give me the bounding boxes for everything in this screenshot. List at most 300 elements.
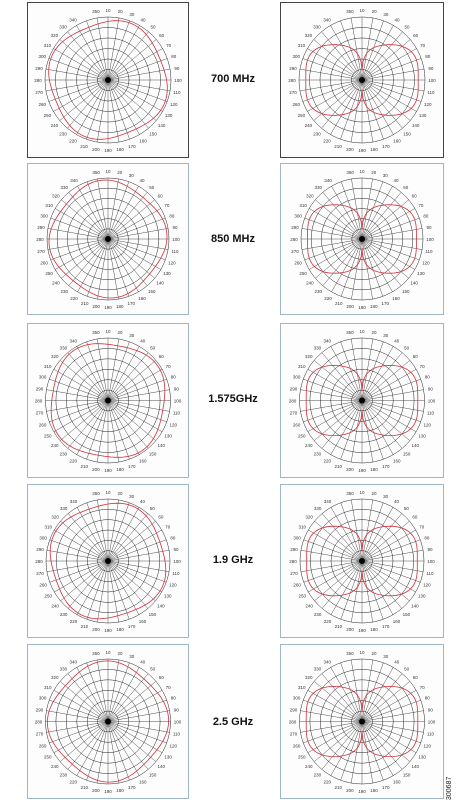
angle-label: 160 bbox=[392, 779, 401, 785]
angle-label: 20 bbox=[117, 170, 123, 176]
angle-label: 60 bbox=[157, 193, 163, 199]
angle-label: 220 bbox=[69, 618, 78, 624]
angle-label: 230 bbox=[60, 289, 69, 295]
angle-label: 110 bbox=[172, 410, 181, 416]
angle-label: 80 bbox=[170, 374, 176, 380]
angle-label: 220 bbox=[69, 138, 77, 144]
angle-label: 70 bbox=[165, 524, 171, 530]
center-hub bbox=[359, 236, 365, 242]
angle-label: 240 bbox=[305, 603, 313, 609]
angle-label: 210 bbox=[334, 463, 342, 469]
angle-label: 330 bbox=[313, 666, 322, 672]
angle-label: 250 bbox=[299, 271, 307, 276]
angle-label: 70 bbox=[420, 43, 426, 48]
angle-label: 200 bbox=[92, 466, 100, 472]
angle-label: 270 bbox=[289, 90, 297, 96]
angle-label: 160 bbox=[138, 618, 147, 624]
angle-label: 170 bbox=[381, 623, 390, 629]
angle-label: 60 bbox=[412, 353, 418, 359]
angle-label: 260 bbox=[292, 101, 300, 107]
angle-label: 320 bbox=[305, 353, 313, 359]
angle-label: 300 bbox=[293, 535, 301, 541]
angle-label: 330 bbox=[59, 24, 67, 30]
angle-label: 240 bbox=[304, 122, 313, 128]
angle-label: 60 bbox=[158, 514, 164, 520]
angle-label: 130 bbox=[164, 433, 172, 439]
angle-label: 120 bbox=[422, 260, 430, 266]
angle-label: 200 bbox=[92, 146, 100, 152]
angle-label: 140 bbox=[410, 280, 418, 286]
angle-label: 320 bbox=[52, 193, 60, 199]
angle-label: 100 bbox=[427, 559, 435, 564]
angle-label: 290 bbox=[291, 225, 299, 231]
angle-label: 40 bbox=[140, 659, 146, 665]
angle-label: 170 bbox=[128, 463, 136, 469]
angle-label: 40 bbox=[394, 659, 400, 665]
figure-id: 300687 bbox=[446, 776, 453, 800]
angle-label: 90 bbox=[173, 386, 179, 392]
frequency-label: 700 MHz bbox=[210, 73, 256, 85]
angle-label: 310 bbox=[298, 684, 306, 690]
polar-plot-right bbox=[280, 484, 444, 638]
angle-label: 300 bbox=[40, 213, 48, 219]
angle-label: 300 bbox=[292, 695, 301, 701]
angle-label: 240 bbox=[52, 280, 60, 286]
angle-label: 80 bbox=[423, 213, 429, 219]
angle-label: 90 bbox=[426, 225, 432, 231]
polar-plot-left bbox=[27, 484, 189, 638]
angle-label: 40 bbox=[394, 338, 400, 344]
angle-label: 220 bbox=[323, 138, 331, 144]
angle-label: 30 bbox=[383, 12, 389, 18]
angle-label: 10 bbox=[105, 169, 111, 174]
angle-label: 210 bbox=[80, 623, 89, 629]
angle-label: 90 bbox=[427, 386, 433, 392]
angle-label: 230 bbox=[59, 131, 67, 137]
angle-label: 320 bbox=[306, 193, 314, 199]
angle-label: 50 bbox=[149, 184, 155, 190]
angle-label: 170 bbox=[382, 784, 390, 790]
center-hub bbox=[105, 558, 111, 564]
angle-label: 40 bbox=[394, 17, 400, 23]
angle-label: 250 bbox=[44, 754, 52, 760]
angle-label: 310 bbox=[44, 524, 53, 530]
angle-label: 190 bbox=[358, 305, 366, 310]
angle-label: 260 bbox=[293, 582, 301, 588]
angle-label: 180 bbox=[116, 466, 124, 472]
angle-label: 30 bbox=[129, 12, 135, 18]
angle-label: 200 bbox=[346, 626, 354, 632]
angle-label: 240 bbox=[305, 764, 313, 770]
angle-label: 320 bbox=[51, 353, 59, 359]
angle-label: 150 bbox=[402, 772, 411, 778]
polar-plot-left bbox=[27, 163, 189, 315]
center-hub bbox=[105, 236, 111, 242]
angle-label: 130 bbox=[417, 593, 426, 599]
frequency-label: 850 MHz bbox=[210, 233, 256, 245]
polar-grid bbox=[281, 645, 443, 798]
angle-label: 210 bbox=[80, 784, 88, 790]
angle-label: 110 bbox=[171, 248, 179, 254]
angle-label: 150 bbox=[401, 289, 410, 295]
angle-label: 280 bbox=[288, 78, 296, 83]
angle-label: 110 bbox=[172, 570, 180, 576]
angle-label: 330 bbox=[314, 184, 323, 190]
angle-label: 200 bbox=[92, 787, 100, 793]
angle-label: 30 bbox=[129, 333, 135, 339]
angle-label: 160 bbox=[392, 295, 400, 301]
angle-label: 280 bbox=[34, 398, 43, 404]
angle-label: 170 bbox=[127, 300, 136, 306]
angle-label: 160 bbox=[139, 138, 147, 144]
angle-label: 180 bbox=[370, 303, 378, 309]
angle-label: 10 bbox=[359, 169, 365, 174]
angle-label: 310 bbox=[45, 203, 53, 208]
angle-label: 20 bbox=[371, 9, 377, 15]
angle-label: 150 bbox=[402, 451, 411, 457]
angle-label: 200 bbox=[346, 146, 354, 152]
angle-label: 330 bbox=[59, 506, 68, 512]
angle-label: 240 bbox=[305, 443, 313, 449]
angle-label: 280 bbox=[36, 237, 44, 242]
angle-label: 10 bbox=[359, 650, 365, 655]
angle-label: 80 bbox=[424, 374, 430, 380]
angle-label: 140 bbox=[411, 764, 419, 770]
angle-label: 100 bbox=[426, 237, 434, 242]
angle-label: 330 bbox=[59, 666, 68, 672]
angle-label: 60 bbox=[412, 514, 418, 520]
polar-plot-left bbox=[27, 644, 189, 799]
center-hub bbox=[105, 398, 111, 404]
angle-label: 180 bbox=[116, 303, 124, 309]
angle-label: 130 bbox=[164, 754, 172, 760]
angle-label: 180 bbox=[370, 466, 378, 472]
angle-label: 60 bbox=[412, 674, 418, 680]
angle-label: 290 bbox=[289, 707, 298, 713]
angle-label: 350 bbox=[92, 9, 100, 15]
angle-label: 160 bbox=[138, 779, 147, 785]
angle-label: 190 bbox=[104, 305, 112, 310]
angle-label: 280 bbox=[288, 719, 297, 725]
angle-label: 170 bbox=[382, 143, 390, 149]
angle-label: 290 bbox=[35, 707, 44, 713]
frequency-label: 1.575GHz bbox=[208, 393, 258, 405]
angle-label: 250 bbox=[44, 593, 53, 599]
angle-label: 210 bbox=[80, 463, 88, 469]
angle-label: 320 bbox=[304, 33, 313, 39]
angle-label: 140 bbox=[157, 443, 165, 449]
angle-label: 120 bbox=[170, 101, 178, 107]
angle-label: 260 bbox=[39, 582, 47, 588]
angle-label: 280 bbox=[34, 78, 42, 83]
angle-label: 190 bbox=[104, 628, 112, 633]
angle-label: 340 bbox=[69, 499, 78, 505]
angle-label: 200 bbox=[346, 466, 354, 472]
angle-label: 260 bbox=[292, 743, 301, 749]
angle-label: 40 bbox=[140, 338, 146, 344]
angle-label: 70 bbox=[164, 203, 170, 208]
angle-label: 190 bbox=[358, 789, 366, 794]
angle-label: 190 bbox=[104, 789, 112, 794]
angle-label: 280 bbox=[290, 237, 298, 242]
angle-label: 350 bbox=[92, 651, 100, 657]
angle-label: 290 bbox=[35, 386, 44, 392]
angle-label: 140 bbox=[157, 603, 165, 609]
angle-label: 240 bbox=[306, 280, 314, 286]
polar-plot-left bbox=[27, 2, 189, 158]
angle-label: 30 bbox=[128, 173, 134, 179]
angle-label: 120 bbox=[169, 422, 178, 428]
angle-label: 340 bbox=[323, 17, 331, 23]
angle-label: 120 bbox=[168, 260, 176, 266]
angle-label: 100 bbox=[173, 398, 182, 404]
angle-label: 150 bbox=[149, 131, 157, 137]
angle-label: 260 bbox=[292, 422, 301, 428]
angle-label: 310 bbox=[298, 524, 307, 530]
angle-label: 100 bbox=[174, 78, 182, 83]
angle-label: 180 bbox=[116, 787, 124, 793]
angle-label: 320 bbox=[50, 33, 59, 39]
angle-label: 150 bbox=[147, 289, 156, 295]
angle-label: 340 bbox=[69, 338, 78, 344]
angle-label: 350 bbox=[346, 330, 354, 336]
angle-label: 230 bbox=[59, 611, 68, 617]
angle-label: 320 bbox=[305, 674, 313, 680]
angle-label: 230 bbox=[59, 451, 68, 457]
angle-label: 250 bbox=[45, 271, 53, 276]
angle-label: 130 bbox=[418, 754, 426, 760]
angle-label: 80 bbox=[424, 695, 430, 701]
angle-label: 280 bbox=[289, 559, 297, 564]
polar-grid bbox=[28, 3, 188, 157]
angle-label: 320 bbox=[51, 514, 59, 520]
angle-label: 110 bbox=[426, 410, 435, 416]
angle-label: 290 bbox=[289, 386, 298, 392]
angle-label: 90 bbox=[427, 547, 433, 553]
angle-label: 300 bbox=[38, 54, 46, 60]
angle-label: 110 bbox=[426, 731, 435, 737]
angle-label: 20 bbox=[371, 330, 377, 336]
angle-label: 210 bbox=[334, 143, 342, 149]
angle-label: 160 bbox=[392, 618, 401, 624]
angle-label: 260 bbox=[294, 260, 302, 266]
angle-label: 190 bbox=[358, 468, 366, 473]
angle-label: 50 bbox=[403, 506, 409, 512]
angle-label: 90 bbox=[172, 225, 178, 231]
angle-label: 270 bbox=[289, 731, 298, 737]
angle-label: 40 bbox=[139, 178, 145, 184]
angle-label: 220 bbox=[69, 458, 78, 464]
angle-label: 160 bbox=[138, 295, 146, 301]
angle-label: 120 bbox=[423, 422, 432, 428]
angle-label: 280 bbox=[35, 559, 43, 564]
angle-label: 60 bbox=[158, 353, 164, 359]
angle-label: 150 bbox=[148, 772, 157, 778]
angle-label: 180 bbox=[116, 146, 124, 152]
angle-label: 210 bbox=[80, 300, 89, 306]
angle-label: 200 bbox=[346, 303, 354, 309]
angle-label: 300 bbox=[39, 535, 47, 541]
angle-label: 340 bbox=[323, 499, 332, 505]
angle-label: 210 bbox=[334, 300, 343, 306]
angle-label: 30 bbox=[129, 654, 135, 660]
angle-label: 40 bbox=[140, 17, 146, 23]
angle-label: 20 bbox=[371, 491, 377, 497]
angle-label: 110 bbox=[425, 248, 433, 254]
angle-label: 60 bbox=[411, 193, 417, 199]
angle-label: 170 bbox=[127, 623, 136, 629]
angle-label: 130 bbox=[163, 271, 171, 276]
angle-label: 100 bbox=[427, 719, 436, 725]
angle-label: 310 bbox=[43, 43, 52, 48]
angle-label: 160 bbox=[138, 458, 147, 464]
angle-label: 30 bbox=[382, 173, 388, 179]
angle-label: 120 bbox=[169, 743, 178, 749]
frequency-label: 2.5 GHz bbox=[212, 716, 254, 728]
angle-label: 10 bbox=[105, 8, 111, 13]
angle-label: 240 bbox=[50, 122, 59, 128]
angle-label: 170 bbox=[128, 784, 136, 790]
polar-grid bbox=[28, 485, 188, 637]
polar-grid bbox=[281, 164, 443, 314]
center-hub bbox=[359, 77, 365, 83]
angle-label: 270 bbox=[35, 410, 44, 416]
angle-label: 80 bbox=[425, 54, 431, 60]
angle-label: 350 bbox=[92, 170, 100, 176]
angle-label: 290 bbox=[290, 547, 298, 553]
angle-label: 90 bbox=[428, 65, 434, 71]
angle-label: 150 bbox=[148, 611, 157, 617]
angle-label: 210 bbox=[334, 784, 342, 790]
angle-label: 260 bbox=[38, 101, 46, 107]
angle-label: 350 bbox=[346, 491, 354, 497]
angle-label: 200 bbox=[92, 303, 100, 309]
angle-label: 180 bbox=[116, 626, 124, 632]
center-hub bbox=[105, 719, 111, 725]
angle-label: 300 bbox=[38, 374, 47, 380]
angle-label: 80 bbox=[171, 54, 177, 60]
angle-label: 160 bbox=[392, 458, 401, 464]
angle-label: 190 bbox=[358, 628, 366, 633]
angle-label: 130 bbox=[417, 271, 425, 276]
angle-label: 310 bbox=[297, 43, 306, 48]
angle-label: 110 bbox=[427, 90, 435, 96]
angle-label: 120 bbox=[423, 582, 431, 588]
angle-label: 120 bbox=[169, 582, 177, 588]
angle-label: 120 bbox=[423, 743, 432, 749]
angle-label: 20 bbox=[371, 651, 377, 657]
angle-label: 30 bbox=[383, 333, 389, 339]
angle-label: 160 bbox=[393, 138, 401, 144]
angle-label: 140 bbox=[157, 764, 165, 770]
angle-label: 30 bbox=[383, 654, 389, 660]
angle-label: 260 bbox=[38, 743, 47, 749]
angle-label: 350 bbox=[346, 170, 354, 176]
angle-label: 50 bbox=[404, 345, 410, 351]
angle-label: 220 bbox=[70, 295, 78, 301]
center-hub bbox=[359, 558, 365, 564]
angle-label: 330 bbox=[313, 506, 322, 512]
angle-label: 290 bbox=[36, 547, 44, 553]
angle-label: 60 bbox=[159, 33, 165, 39]
angle-label: 290 bbox=[37, 225, 45, 231]
angle-label: 10 bbox=[105, 329, 111, 334]
angle-label: 70 bbox=[419, 524, 425, 530]
angle-label: 270 bbox=[36, 570, 44, 576]
polar-plot-right bbox=[280, 323, 444, 478]
angle-label: 190 bbox=[358, 148, 366, 153]
angle-label: 70 bbox=[419, 684, 425, 690]
angle-label: 140 bbox=[157, 122, 166, 128]
angle-label: 140 bbox=[156, 280, 164, 286]
center-hub bbox=[105, 77, 111, 83]
angle-label: 180 bbox=[370, 626, 378, 632]
angle-label: 260 bbox=[38, 422, 47, 428]
angle-label: 200 bbox=[346, 787, 354, 793]
angle-label: 10 bbox=[359, 8, 365, 13]
angle-label: 220 bbox=[323, 618, 332, 624]
angle-label: 100 bbox=[173, 559, 181, 564]
angle-label: 90 bbox=[173, 707, 179, 713]
angle-label: 20 bbox=[117, 9, 123, 15]
angle-label: 230 bbox=[313, 772, 322, 778]
angle-label: 10 bbox=[359, 490, 365, 495]
angle-label: 270 bbox=[291, 248, 299, 254]
angle-label: 80 bbox=[170, 695, 176, 701]
angle-label: 350 bbox=[92, 491, 100, 497]
angle-label: 60 bbox=[158, 674, 164, 680]
angle-label: 230 bbox=[314, 289, 323, 295]
angle-label: 90 bbox=[427, 707, 433, 713]
angle-label: 50 bbox=[150, 24, 156, 30]
angle-label: 100 bbox=[173, 719, 182, 725]
angle-label: 130 bbox=[163, 593, 172, 599]
angle-label: 350 bbox=[92, 330, 100, 336]
angle-label: 270 bbox=[290, 570, 298, 576]
angle-label: 330 bbox=[313, 345, 322, 351]
angle-label: 10 bbox=[105, 650, 111, 655]
center-hub bbox=[359, 398, 365, 404]
angle-label: 290 bbox=[289, 65, 297, 71]
angle-label: 280 bbox=[288, 398, 297, 404]
angle-label: 80 bbox=[169, 213, 175, 219]
angle-label: 70 bbox=[418, 203, 424, 208]
angle-label: 110 bbox=[172, 731, 181, 737]
angle-label: 310 bbox=[44, 684, 52, 690]
angle-label: 270 bbox=[35, 731, 44, 737]
angle-label: 340 bbox=[323, 659, 332, 665]
angle-label: 330 bbox=[313, 24, 321, 30]
polar-plot-right bbox=[280, 163, 444, 315]
angle-label: 190 bbox=[104, 468, 112, 473]
angle-label: 220 bbox=[323, 779, 332, 785]
angle-label: 40 bbox=[139, 499, 146, 505]
angle-label: 110 bbox=[426, 570, 434, 576]
angle-label: 230 bbox=[313, 451, 322, 457]
center-hub bbox=[359, 719, 365, 725]
angle-label: 60 bbox=[413, 33, 419, 39]
angle-label: 280 bbox=[34, 719, 43, 725]
angle-label: 270 bbox=[289, 410, 298, 416]
polar-plot-right bbox=[280, 644, 444, 799]
angle-label: 100 bbox=[172, 237, 180, 242]
angle-label: 30 bbox=[383, 494, 389, 500]
angle-label: 270 bbox=[35, 90, 43, 96]
angle-label: 220 bbox=[324, 295, 332, 301]
polar-grid bbox=[28, 324, 188, 477]
angle-label: 130 bbox=[418, 113, 427, 118]
angle-label: 290 bbox=[35, 65, 43, 71]
